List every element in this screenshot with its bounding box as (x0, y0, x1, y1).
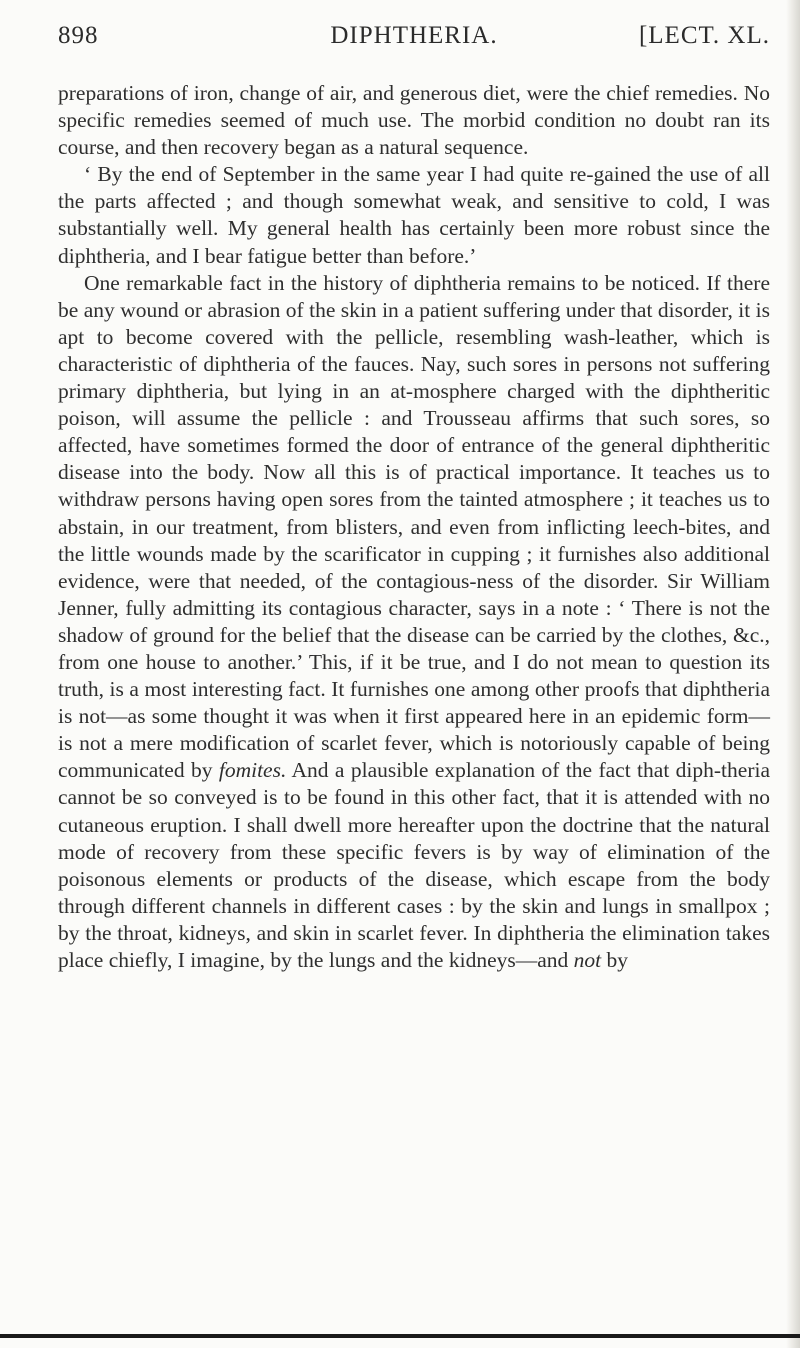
page-number: 898 (58, 22, 99, 49)
paragraph-3-part-2: And a plausible explanation of the fact that diph-theria cannot be so conveyed is to be found in this other fact, that it is attended with no cutaneous eruption. I shall dwell more hereafter upon the doctrine that the natural mode of recovery from these specific fevers is by way of elimination of the poisonous elements or products of the disease, which escape from the body through different channels in different cases : by the skin and lungs in smallpox ; by the throat, kidneys, and skin in scarlet fever. In diphtheria the elimination takes place chiefly, I imagine, by the lungs and the kidneys—and (58, 758, 771, 972)
lecture-label: [LECT. XL. (638, 22, 770, 49)
paragraph-2: ‘ By the end of September in the same year I had quite re-gained the use of all the parts affected ; and though somewhat weak, and sensitive to cold, I was substantially well. My general health has certainly been more robust since the diphtheria, and I bear fatigue better than before.’ (58, 162, 770, 268)
paragraph-3-part-1: One remarkable fact in the history of diphtheria remains to be noticed. If there be any wound or abrasion of the skin in a patient suffering under that disorder, it is apt to become covered with the pellicle, resembling wash-leather, which is characteristic of diphtheria of the fauces. Nay, such sores in persons not suffering primary diphtheria, but lying in an at-mosphere charged with the diphtheritic poison, will assume the pellicle : and Trousseau affirms that such sores, so affected, have sometimes formed the door of entrance of the general diphtheritic disease into the body. Now all this is of practical importance. It teaches us to withdraw persons having open sores from the tainted atmosphere ; it teaches us to abstain, in our treatment, from blisters, and even from inflicting leech-bites, and the little wounds made by the scarificator in cupping ; it furnishes also additional evidence, were that needed, of the contagious-ness of the disorder. Sir William Jenner, fully admitting its contagious character, says in a note : ‘ There is not the shadow of ground for the belief that the disease can be carried by the clothes, &c., from one house to another.’ This, if it be true, and I do not mean to question its truth, is a most interesting fact. It furnishes one among other proofs that diphtheria is not—as some thought it was when it first appeared here in an epidemic form—is not a mere modification of scarlet fever, which is notoriously capable of being communicated by (58, 270, 770, 783)
paragraph-1: preparations of iron, change of air, and generous diet, were the chief remedies. No specific remedies seemed of much use. The morbid condition no doubt ran its course, and then recovery began as a natural sequence. (58, 81, 770, 160)
bottom-border-rule (0, 1334, 800, 1338)
running-title: DIPHTHERIA. (330, 22, 498, 49)
paragraph-3 (58, 270, 770, 974)
italic-term-fomites: fomites. (218, 758, 287, 783)
page-header (58, 22, 770, 54)
paragraph-3-part-3: by (606, 948, 629, 972)
body-text (58, 80, 770, 974)
page-edge-shadow (786, 0, 800, 1348)
italic-word-not: not (573, 948, 602, 972)
